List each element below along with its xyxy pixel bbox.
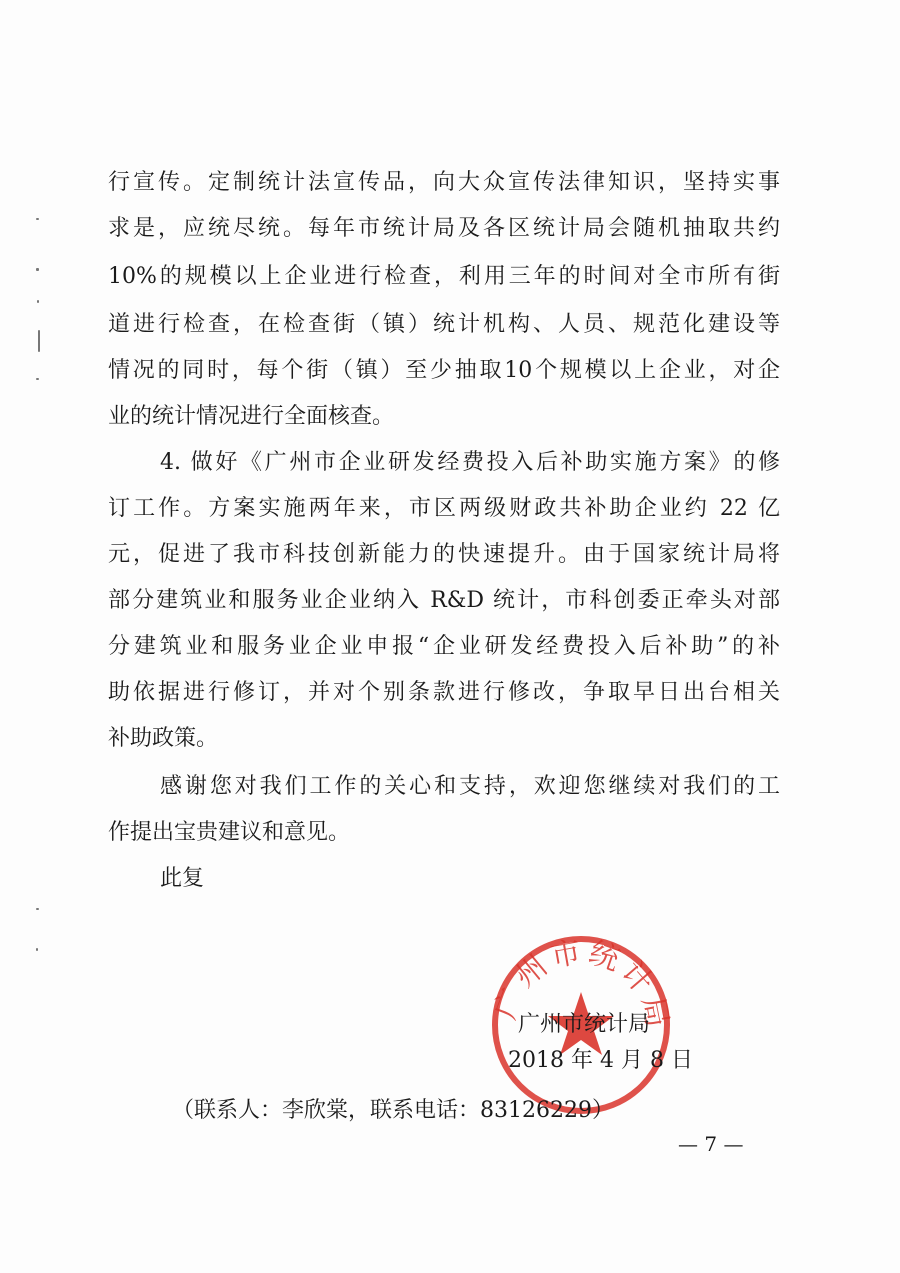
paragraph-1-line: 情况的同时，每个街（镇）至少抽取10个规模以上企业，对企 bbox=[108, 358, 780, 383]
margin-mark bbox=[36, 378, 39, 380]
paragraph-1-line: 10%的规模以上企业进行检查，利用三年的时间对全市所有街 bbox=[108, 264, 780, 289]
paragraph-2-line: 4. 做好《广州市企业研发经费投入后补助实施方案》的修 bbox=[160, 450, 780, 475]
margin-mark bbox=[38, 330, 40, 352]
signature-date: 2018 年 4 月 8 日 bbox=[508, 1048, 693, 1073]
page-number: — 7 — bbox=[678, 1132, 744, 1156]
margin-mark bbox=[36, 908, 39, 910]
margin-mark bbox=[37, 300, 39, 303]
margin-mark bbox=[36, 218, 39, 220]
paragraph-2-line: 订工作。方案实施两年来，市区两级财政共补助企业约 22 亿 bbox=[108, 496, 780, 521]
paragraph-1-line: 业的统计情况进行全面核查。 bbox=[108, 404, 395, 429]
paragraph-1-line: 求是，应统尽统。每年市统计局及各区统计局会随机抽取共约 bbox=[108, 216, 780, 241]
margin-mark bbox=[36, 268, 39, 271]
paragraph-1-line: 行宣传。定制统计法宣传品，向大众宣传法律知识，坚持实事 bbox=[108, 170, 780, 195]
paragraph-3-line: 作提出宝贵建议和意见。 bbox=[108, 820, 351, 845]
paragraph-2-line: 补助政策。 bbox=[108, 726, 219, 751]
paragraph-1-line: 道进行检查，在检查街（镇）统计机构、人员、规范化建设等 bbox=[108, 312, 780, 337]
paragraph-2-line: 助依据进行修订，并对个别条款进行修改，争取早日出台相关 bbox=[108, 680, 780, 705]
paragraph-3-line: 感谢您对我们工作的关心和支持，欢迎您继续对我们的工 bbox=[160, 774, 780, 799]
signer-name: 广州市统计局 bbox=[518, 1012, 651, 1037]
contact-info: （联系人：李欣棠，联系电话：83126229） bbox=[172, 1098, 614, 1123]
margin-mark bbox=[36, 948, 38, 951]
paragraph-2-line: 分建筑业和服务业企业申报“企业研发经费投入后补助”的补 bbox=[108, 634, 780, 659]
closing-text: 此复 bbox=[160, 866, 205, 891]
paragraph-2-line: 部分建筑业和服务业企业纳入 R&D 统计，市科创委正牵头对部 bbox=[108, 588, 780, 613]
paragraph-2-line: 元，促进了我市科技创新能力的快速提升。由于国家统计局将 bbox=[108, 542, 780, 567]
seal-text: 广州市统计局 bbox=[488, 934, 676, 1034]
